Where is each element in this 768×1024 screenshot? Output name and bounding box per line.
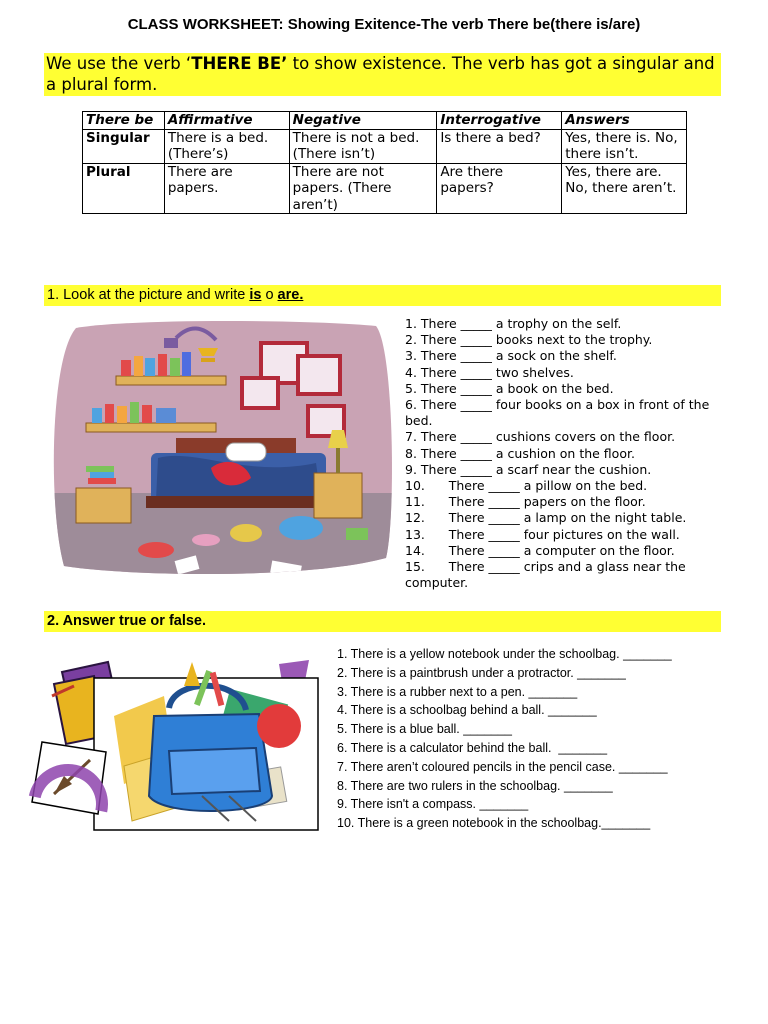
section1-heading <box>44 285 721 306</box>
worksheet-title: CLASS WORKSHEET: Showing Exitence-The verb There be(there is/are) <box>127 16 641 33</box>
header-negative: Negative <box>289 112 437 130</box>
bedroom-illustration <box>46 318 398 580</box>
intro-bold-term: THERE BE’ <box>191 54 288 73</box>
list-item: 4. There is a schoolbag behind a ball. _______ <box>337 703 597 718</box>
list-item: 3. There _____ a sock on the shelf. <box>405 348 617 364</box>
grammar-table <box>82 111 687 214</box>
section2-heading: 2. Answer true or false. <box>44 611 721 632</box>
list-item: 10. There is a green notebook in the schoolbag._______ <box>337 816 651 831</box>
table-cell: Are there papers? <box>437 163 562 214</box>
header-answers: Answers <box>562 112 687 130</box>
list-item: 1. There _____ a trophy on the self. <box>405 316 622 331</box>
list-item: 13. There _____ four pictures on the wall. <box>405 526 680 542</box>
list-item: 12. There _____ a lamp on the night table. <box>405 510 687 526</box>
header-interrogative: Interrogative <box>437 112 562 130</box>
list-item: 8. There _____ a cushion on the floor. <box>405 445 635 461</box>
exercise2-list <box>337 645 737 833</box>
exercise1-list <box>405 316 727 591</box>
list-item: 7. There _____ cushions covers on the floor. <box>405 429 676 445</box>
list-item: 4. There _____ two shelves. <box>405 364 574 380</box>
header-there-be: There be <box>83 112 165 130</box>
list-item: 1. There is a yellow notebook under the schoolbag. _______ <box>337 647 672 661</box>
intro-text-2: to show existence. The verb has got a singular and a plural form. <box>46 54 715 94</box>
section1-heading-mid: o <box>261 287 278 303</box>
list-item: 3. There is a rubber next to a pen. _______ <box>337 684 578 699</box>
row-label-singular: Singular <box>83 129 165 163</box>
intro-text-1: We use the verb ‘ <box>46 54 192 73</box>
list-item: 6. There is a calculator behind the ball. _______ <box>337 740 608 755</box>
table-cell: There is a bed. (There’s) <box>164 129 289 163</box>
school-items-illustration <box>24 656 329 834</box>
intro-paragraph <box>44 53 721 96</box>
table-cell: There is not a bed. (There isn’t) <box>289 129 437 163</box>
table-row <box>83 129 687 163</box>
list-item: 5. There is a blue ball. _______ <box>337 722 512 737</box>
table-header-row <box>83 112 687 130</box>
list-item: 8. There are two rulers in the schoolbag. _______ <box>337 778 613 793</box>
table-row <box>83 163 687 214</box>
section1-heading-are: are. <box>277 287 304 303</box>
list-item: 15. There _____ crips and a glass near the computer. <box>405 559 690 591</box>
list-item: 9. There _____ a scarf near the cushion. <box>405 461 652 477</box>
list-item: 2. There is a paintbrush under a protractor. _______ <box>337 665 626 680</box>
list-item: 7. There aren’t coloured pencils in the pencil case. _______ <box>337 759 668 774</box>
list-item: 2. There _____ books next to the trophy. <box>405 332 653 348</box>
table-cell: There are papers. <box>164 163 289 214</box>
table-cell: Yes, there are. No, there aren’t. <box>562 163 687 214</box>
list-item: 6. There _____ four books on a box in front of the bed. <box>405 397 710 429</box>
table-cell: There are not papers. (There aren’t) <box>289 163 437 214</box>
header-affirmative: Affirmative <box>164 112 289 130</box>
row-label-plural: Plural <box>83 163 165 214</box>
list-item: 10. There _____ a pillow on the bed. <box>405 478 648 494</box>
section1-heading-is: is <box>249 287 262 303</box>
table-cell: Is there a bed? <box>437 129 562 163</box>
section1-heading-text: 1. Look at the picture and write <box>47 287 250 303</box>
list-item: 14. There _____ a computer on the floor. <box>405 542 675 558</box>
table-cell: Yes, there is. No, there isn’t. <box>562 129 687 163</box>
list-item: 5. There _____ a book on the bed. <box>405 380 614 396</box>
list-item: 11. There _____ papers on the floor. <box>405 494 646 510</box>
list-item: 9. There isn't a compass. _______ <box>337 797 529 812</box>
